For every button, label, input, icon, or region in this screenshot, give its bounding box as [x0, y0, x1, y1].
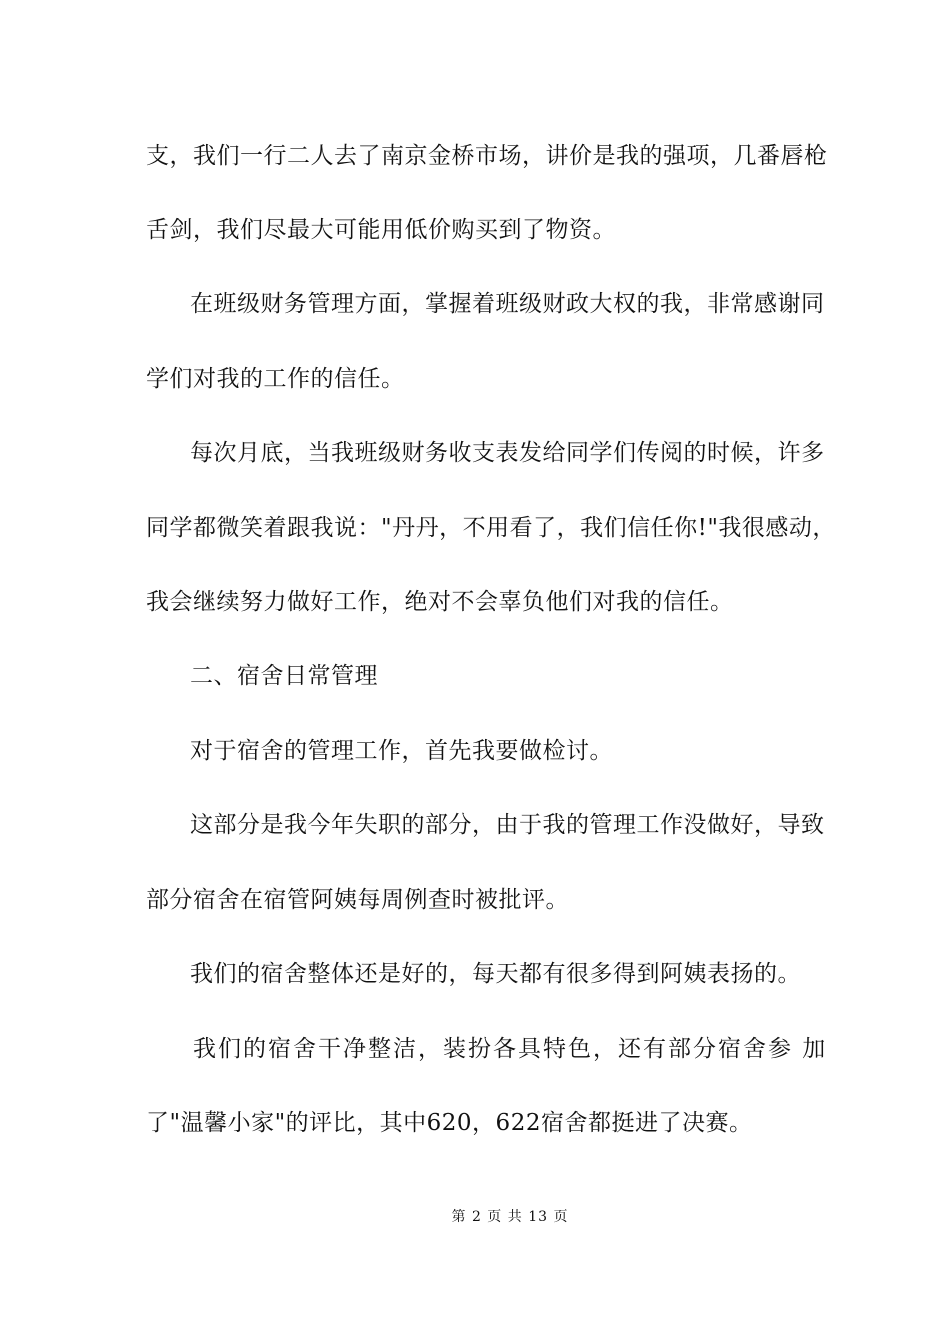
paragraph-line-11: 部分宿舍在宿管阿姨每周例查时被批评。 — [146, 887, 569, 913]
page-number-footer: 第 2 页 共 13 页 — [451, 1209, 569, 1225]
paragraph-line-7: 我会继续努力做好工作，绝对不会辜负他们对我的信任。 — [146, 589, 734, 615]
section-heading: 二、宿舍日常管理 — [190, 663, 378, 689]
paragraph-line-14: 了"温馨小家"的评比，其中620，622宿舍都挺进了决赛。 — [146, 1110, 753, 1136]
paragraph-line-13: 我们的宿舍干净整洁，装扮各具特色，还有部分宿舍参 加 — [193, 1036, 828, 1062]
paragraph-line-3: 在班级财务管理方面，掌握着班级财政大权的我，非常感谢同 — [190, 291, 825, 317]
paragraph-line-1: 支，我们一行二人去了南京金桥市场，讲价是我的强项，几番唇枪 — [146, 143, 828, 169]
paragraph-line-4: 学们对我的工作的信任。 — [146, 366, 405, 392]
paragraph-line-9: 对于宿舍的管理工作，首先我要做检讨。 — [190, 738, 613, 764]
paragraph-line-5: 每次月底，当我班级财务收支表发给同学们传阅的时候，许多 — [190, 440, 825, 466]
paragraph-line-6: 同学都微笑着跟我说："丹丹，不用看了，我们信任你!"我很感动， — [146, 515, 836, 541]
paragraph-line-10: 这部分是我今年失职的部分，由于我的管理工作没做好，导致 — [190, 812, 825, 838]
paragraph-line-12: 我们的宿舍整体还是好的，每天都有很多得到阿姨表扬的。 — [190, 961, 801, 987]
paragraph-line-2: 舌剑，我们尽最大可能用低价购买到了物资。 — [146, 217, 616, 243]
